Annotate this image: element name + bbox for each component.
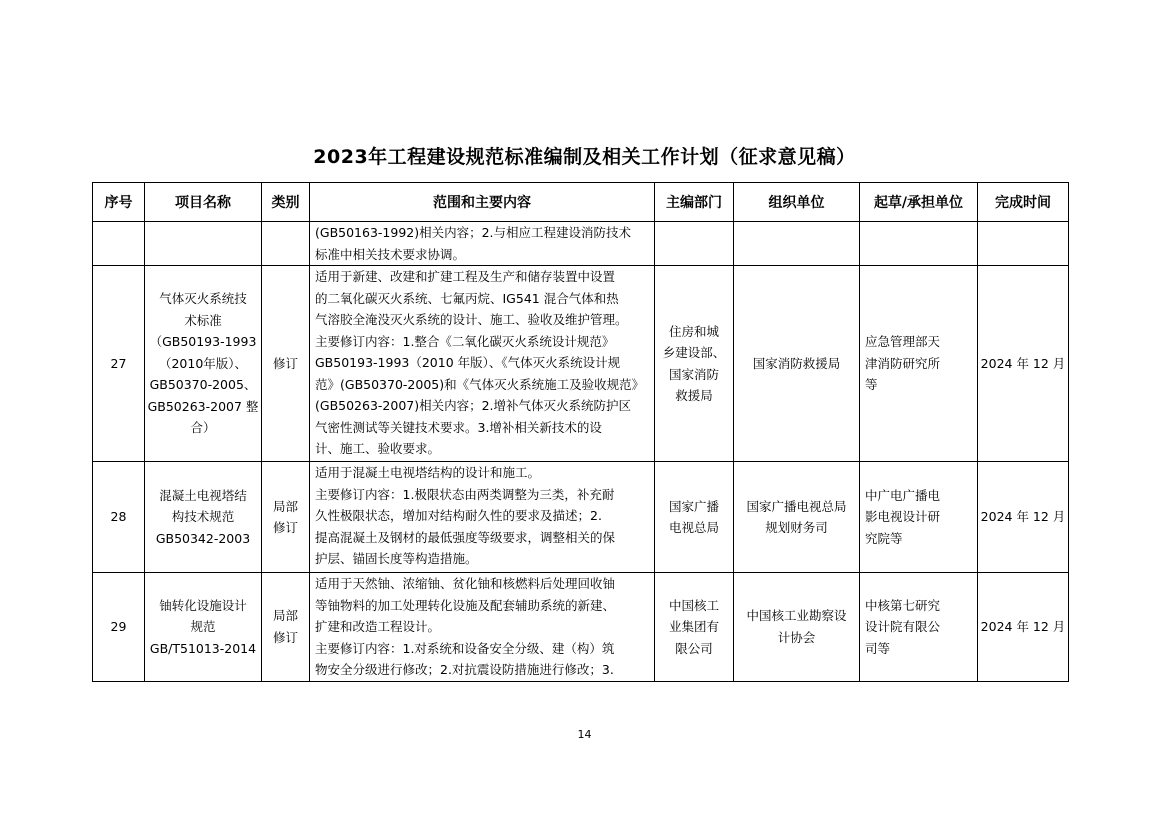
cell-chief-editor-line: 限公司 [675, 640, 713, 656]
cell-organizer-line: 规划财务司 [765, 520, 828, 535]
table-row [93, 573, 1069, 682]
cell-organizer [734, 462, 860, 573]
cell-category [262, 462, 310, 573]
cell-project-name-line: GB/T51013-2014 [149, 640, 257, 656]
cell-drafter [860, 462, 978, 573]
header-chief-editor: 主编部门 [655, 183, 734, 222]
header-scope: 范围和主要内容 [310, 183, 655, 222]
cell-drafter [860, 573, 978, 682]
cell-scope-line: 提高混凝土及钢材的最低强度等级要求，调整相关的保 [315, 529, 616, 545]
cell-drafter-line: 中核第七研究 [865, 597, 941, 613]
cell-chief-editor-line: 住房和城 [668, 323, 719, 339]
table-row [93, 266, 1069, 462]
cell-chief-editor-line: 救援局 [675, 388, 713, 403]
cell-scope [310, 462, 655, 573]
cell-scope-line: 范》(GB50370-2005)和《气体灭火系统施工及验收规范》 [315, 376, 645, 392]
cell-organizer-line: 计协会 [777, 629, 816, 645]
cell-drafter-line: 等 [865, 377, 878, 393]
cell-no [93, 222, 145, 266]
cell-project-name [145, 573, 262, 682]
cell-category-line: 局部 [272, 498, 298, 514]
cell-drafter-line: 中广电广播电 [865, 487, 941, 503]
header-category: 类别 [262, 183, 310, 222]
page-number: 14 [577, 728, 592, 741]
cell-project-name [145, 462, 262, 573]
cell-organizer [734, 266, 860, 462]
cell-deadline: 2024 年 12 月 [978, 266, 1069, 462]
table-row [93, 222, 1069, 266]
table-header-row [93, 183, 1069, 222]
cell-project-name-line: 铀转化设施设计 [159, 597, 247, 613]
cell-category-line: 修订 [272, 629, 298, 645]
cell-project-name-line: 规范 [190, 619, 216, 634]
cell-chief-editor-line: 国家广播 [668, 498, 719, 514]
header-project-name: 项目名称 [145, 183, 262, 222]
cell-scope-line: 适用于混凝土电视塔结构的设计和施工。 [315, 465, 541, 480]
cell-scope-line: 久性极限状态，增加对结构耐久性的要求及描述；2. [315, 508, 602, 523]
cell-drafter [860, 266, 978, 462]
cell-project-name-line: 构技术规范 [171, 509, 235, 525]
cell-project-name-line: 混凝土电视塔结 [159, 487, 247, 503]
cell-scope-line: 等铀物料的加工处理转化设施及配套辅助系统的新建、 [315, 597, 616, 613]
cell-organizer [734, 573, 860, 682]
work-plan-table [92, 182, 1069, 682]
cell-scope-line: 计、施工、验收要求。 [315, 441, 441, 456]
cell-chief-editor-line: 中国核工 [668, 597, 719, 613]
cell-chief-editor [655, 573, 734, 682]
cell-deadline: 2024 年 12 月 [978, 573, 1069, 682]
cell-scope-line: 气溶胶全淹没灭火系统的设计、施工、验收及维护管理。 [315, 312, 628, 327]
cell-category-line: 局部 [272, 608, 298, 624]
cell-no: 29 [93, 573, 145, 682]
cell-scope-line: 扩建和改造工程设计。 [315, 619, 441, 634]
cell-scope-line: (GB50263-2007)相关内容；2.增补气体灭火系统防护区 [315, 398, 632, 413]
cell-project-name-line: （2010年版）、 [158, 355, 248, 371]
cell-scope-line: 护层、锚固长度等构造措施。 [315, 551, 478, 566]
cell-scope-line: (GB50163-1992)相关内容；2.与相应工程建设消防技术 [315, 225, 632, 240]
cell-drafter-line: 应急管理部天 [865, 334, 941, 350]
cell-organizer-line: 中国核工业勘察设 [746, 608, 847, 624]
cell-chief-editor [655, 462, 734, 573]
cell-scope-line: 物安全分级进行修改；2.对抗震设防措施进行修改；3. [315, 662, 614, 677]
cell-project-name [145, 266, 262, 462]
header-organizer: 组织单位 [734, 183, 860, 222]
page-title: 2023年工程建设规范标准编制及相关工作计划（征求意见稿） [313, 146, 856, 168]
cell-scope [310, 266, 655, 462]
cell-project-name-line: GB50342-2003 [155, 530, 251, 546]
cell-no: 27 [93, 266, 145, 462]
cell-category-line: 修订 [272, 355, 298, 371]
cell-scope-line: GB50193-1993（2010 年版）、《气体灭火系统设计规 [315, 355, 621, 370]
cell-organizer [734, 222, 860, 266]
cell-scope [310, 222, 655, 266]
cell-project-name-line: 气体灭火系统技 [159, 291, 247, 307]
cell-drafter-line: 影电视设计研 [865, 509, 941, 525]
header-no: 序号 [93, 183, 145, 222]
cell-drafter-line: 究院等 [865, 530, 903, 546]
cell-deadline: 2024 年 12 月 [978, 462, 1069, 573]
cell-scope-line: 主要修订内容：1.整合《二氧化碳灭火系统设计规范》 [315, 333, 615, 349]
cell-drafter-line: 司等 [865, 640, 891, 656]
cell-organizer-line: 国家消防救援局 [752, 355, 841, 371]
table-row [93, 462, 1069, 573]
cell-chief-editor-line: 乡建设部、 [662, 345, 726, 360]
cell-no: 28 [93, 462, 145, 573]
cell-scope-line: 的二氧化碳灭火系统、七氟丙烷、IG541 混合气体和热 [315, 290, 619, 306]
cell-chief-editor [655, 266, 734, 462]
cell-category [262, 573, 310, 682]
header-drafter: 起草/承担单位 [860, 183, 978, 222]
cell-category [262, 266, 310, 462]
cell-project-name [145, 222, 262, 266]
cell-chief-editor-line: 国家消防 [668, 366, 719, 382]
cell-drafter [860, 222, 978, 266]
cell-scope-line: 适用于新建、改建和扩建工程及生产和储存装置中设置 [315, 269, 616, 284]
cell-chief-editor-line: 电视总局 [668, 520, 719, 535]
cell-project-name-line: GB50263-2007 整 [147, 398, 259, 414]
cell-deadline [978, 222, 1069, 266]
cell-drafter-line: 津消防研究所 [865, 355, 941, 371]
cell-organizer-line: 国家广播电视总局 [746, 498, 847, 514]
cell-scope-line: 标准中相关技术要求协调。 [315, 246, 466, 262]
cell-chief-editor-line: 业集团有 [668, 619, 719, 634]
cell-project-name-line: GB50370-2005、 [149, 377, 257, 393]
cell-category-line: 修订 [272, 520, 298, 535]
cell-project-name-line: 合） [190, 420, 216, 436]
cell-scope-line: 适用于天然铀、浓缩铀、贫化铀和核燃料后处理回收铀 [315, 576, 616, 591]
cell-category [262, 222, 310, 266]
cell-project-name-line: 术标准 [184, 312, 222, 328]
cell-scope-line: 主要修订内容：1.极限状态由两类调整为三类，补充耐 [315, 486, 615, 502]
cell-project-name-line: （GB50193-1993 [149, 334, 257, 350]
cell-scope-line: 气密性测试等关键技术要求。3.增补相关新技术的设 [315, 419, 602, 435]
cell-scope-line: 主要修订内容：1.对系统和设备安全分级、建（构）筑 [315, 640, 615, 656]
header-deadline: 完成时间 [978, 183, 1069, 222]
cell-chief-editor [655, 222, 734, 266]
cell-drafter-line: 设计院有限公 [865, 619, 941, 634]
cell-scope [310, 573, 655, 682]
